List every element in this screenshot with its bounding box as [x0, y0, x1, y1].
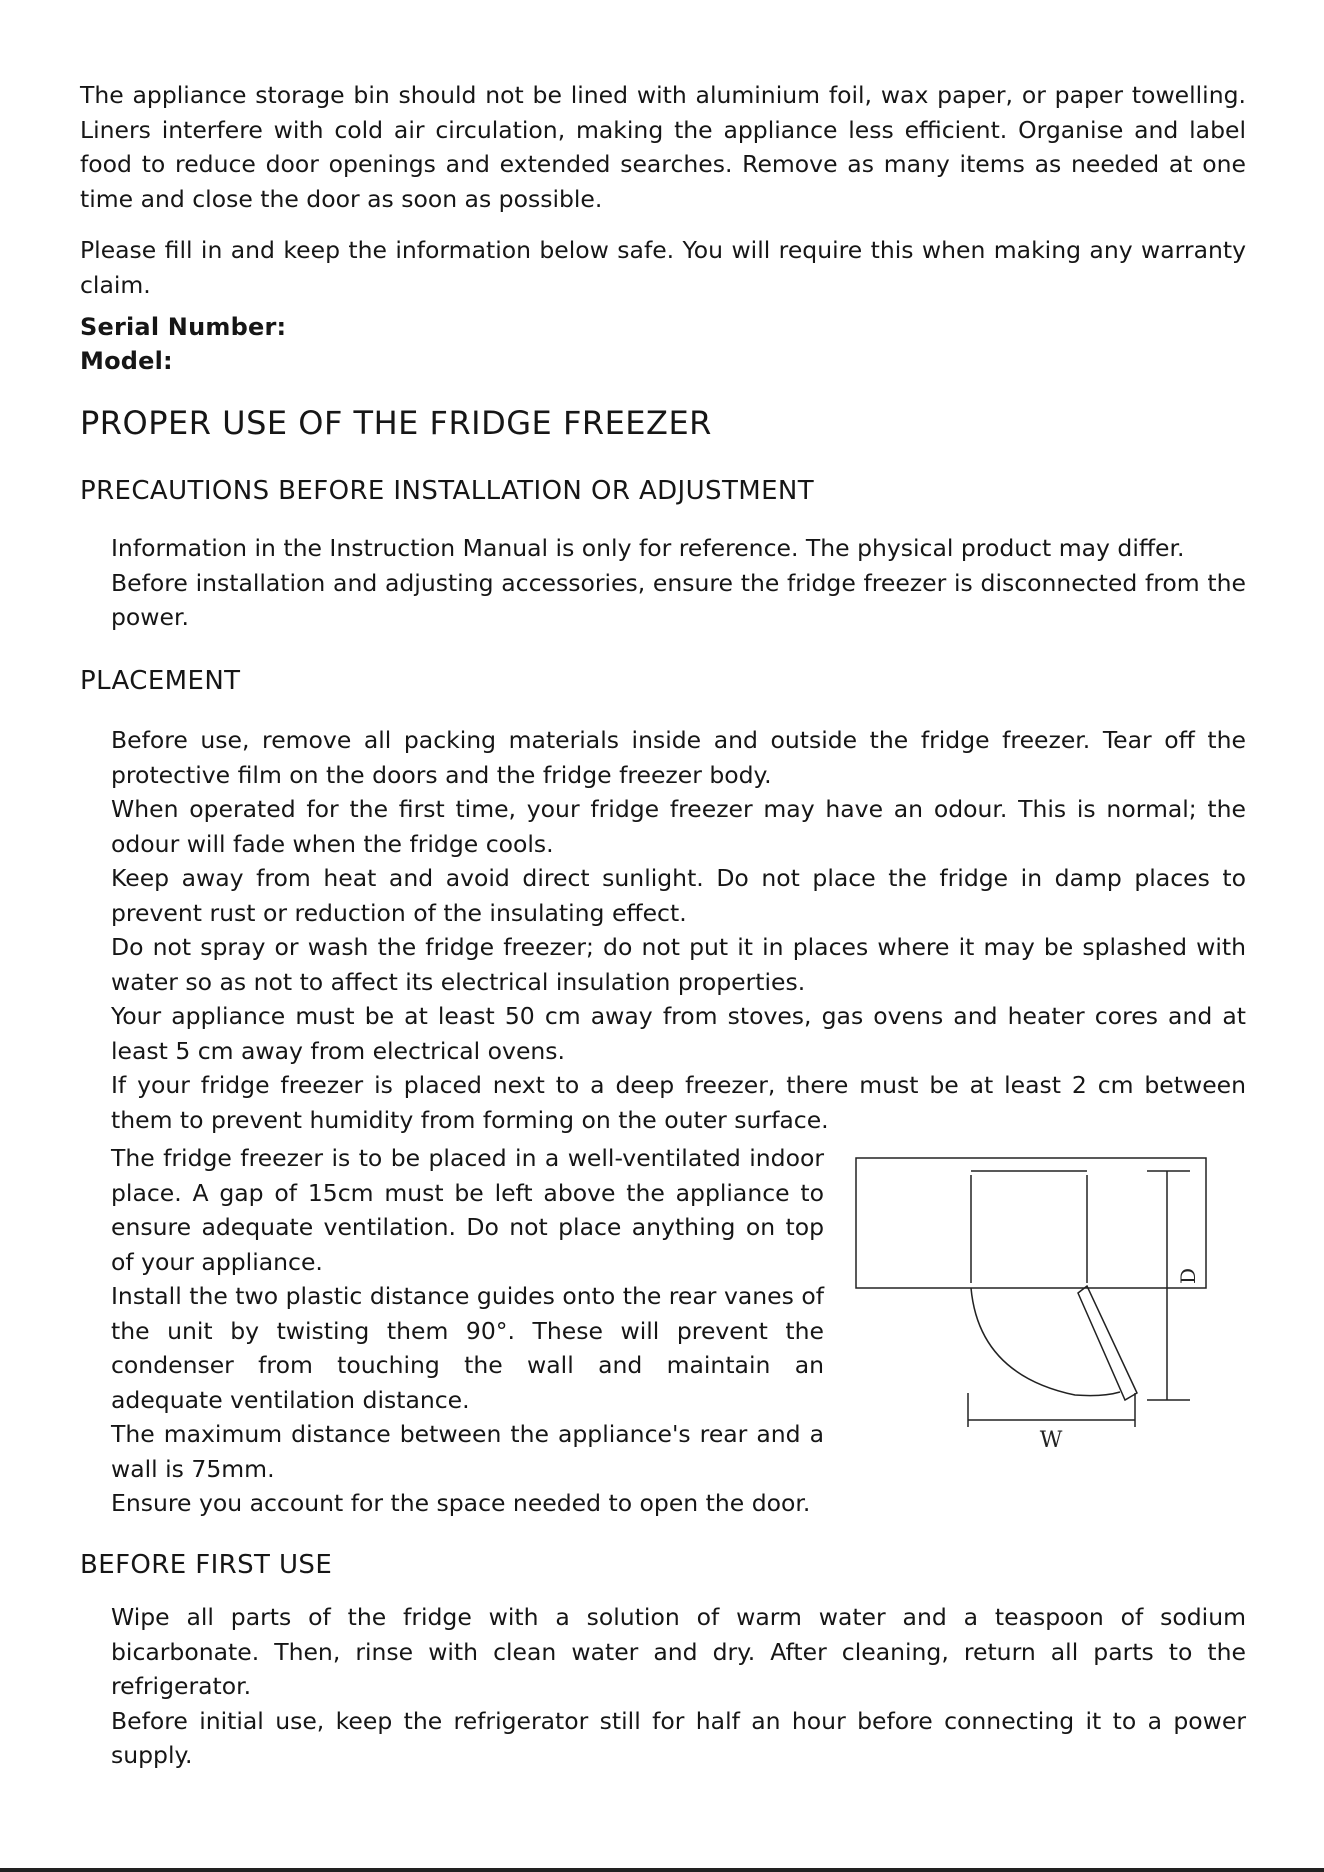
depth-label: D: [1176, 1267, 1200, 1285]
serial-number-label: Serial Number:: [80, 313, 287, 341]
placement-line: Your appliance must be at least 50 cm away from stoves, gas ovens and heater cores and at least 5 cm away from electrical ovens.: [111, 1002, 1246, 1065]
door-swing-arc: [971, 1288, 1120, 1396]
placement-body: [111, 723, 1246, 1137]
placement-line: Keep away from heat and avoid direct sunlight. Do not place the fridge in damp places to prevent rust or reduction of the insulating effect.: [111, 864, 1246, 927]
placement-line: The maximum distance between the appliance's rear and a wall is 75mm.: [111, 1420, 824, 1483]
section-title: PROPER USE OF THE FRIDGE FREEZER: [80, 404, 712, 442]
placement-heading: PLACEMENT: [80, 666, 241, 696]
placement-line: Install the two plastic distance guides onto the rear vanes of the unit by twisting them 90°. These will prevent the condenser from touching the wall and maintain an adequate ventilation distance.: [111, 1282, 824, 1414]
door-clearance-svg: [855, 1155, 1209, 1455]
before-first-use-body: [111, 1600, 1246, 1773]
intro-paragraph-storage: The appliance storage bin should not be lined with aluminium foil, wax paper, or paper towelling. Liners interfere with cold air circulation, making the appliance less efficient. Organise and label food to reduce door openings and extended searches. Remove as many items as needed at one time and close the door as soon as possible.: [80, 81, 1246, 213]
placement-line: Do not spray or wash the fridge freezer; do not put it in places where it may be splashed with water so as not to affect its electrical insulation properties.: [111, 933, 1246, 996]
precautions-body: [111, 531, 1246, 635]
precautions-heading: PRECAUTIONS BEFORE INSTALLATION OR ADJUSTMENT: [80, 476, 815, 506]
width-label: W: [1039, 1428, 1063, 1453]
precautions-line: Information in the Instruction Manual is only for reference. The physical product may differ.: [111, 534, 1185, 562]
before-first-use-heading: BEFORE FIRST USE: [80, 1550, 333, 1580]
model-label: Model:: [80, 347, 173, 375]
fridge-top-outline: [856, 1158, 1206, 1288]
placement-body-narrow: [111, 1141, 824, 1521]
placement-line: The fridge freezer is to be placed in a well-ventilated indoor place. A gap of 15cm must be left above the appliance to ensure adequate ventilation. Do not place anything on top of your appliance.: [111, 1144, 824, 1276]
placement-line: If your fridge freezer is placed next to a deep freezer, there must be at least 2 cm between them to prevent humidity from forming on the outer surface.: [111, 1071, 1246, 1134]
placement-line: Ensure you account for the space needed to open the door.: [111, 1489, 811, 1517]
before-first-use-line: Wipe all parts of the fridge with a solution of warm water and a teaspoon of sodium bicarbonate. Then, rinse with clean water and dry. After cleaning, return all parts to the refrigerator.: [111, 1603, 1246, 1700]
before-first-use-line: Before initial use, keep the refrigerator still for half an hour before connecting it to a power supply.: [111, 1706, 1246, 1769]
placement-line: Before use, remove all packing materials inside and outside the fridge freezer. Tear off the protective film on the doors and the fridge freezer body.: [111, 726, 1246, 789]
intro-paragraph-warranty: Please fill in and keep the information below safe. You will require this when making any warranty claim.: [80, 236, 1246, 299]
precautions-line: Before installation and adjusting accessories, ensure the fridge freezer is disconnected from the power.: [111, 568, 1246, 631]
door-clearance-diagram: [855, 1155, 1209, 1455]
open-door-panel: [1078, 1286, 1137, 1400]
placement-line: When operated for the first time, your fridge freezer may have an odour. This is normal; the odour will fade when the fridge cools.: [111, 795, 1246, 858]
page-bottom-rule: [0, 1868, 1324, 1872]
